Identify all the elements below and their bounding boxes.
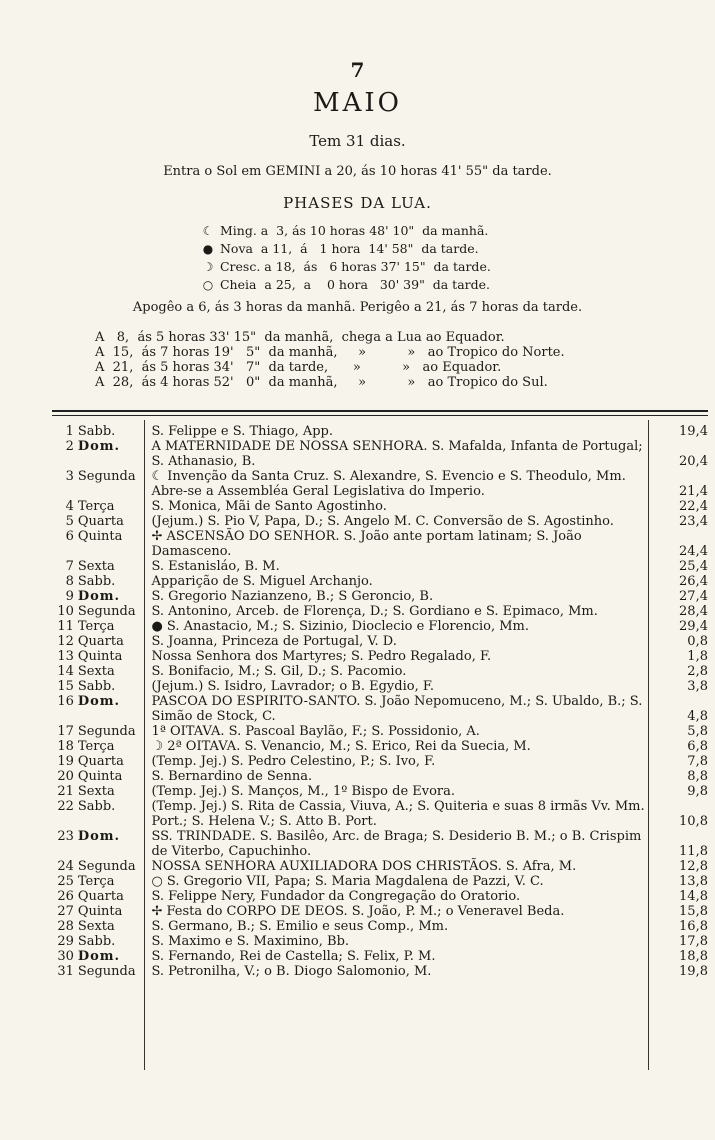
moon-age-value: 18,8 — [679, 949, 708, 964]
moon-age-value: 17,8 — [679, 934, 708, 949]
weekday: Quarta — [77, 634, 124, 649]
moon-age-value: 5,8 — [687, 724, 708, 739]
saints-text: S. Petronilha, V.; o B. Diogo Salomonio, M. — [151, 964, 432, 979]
day-number: 8 — [65, 574, 74, 589]
saints-text: S. Joanna, Princeza de Portugal, V. D. — [151, 634, 397, 649]
moon-age-value: 2,8 — [687, 664, 708, 679]
moon-waning-icon: ☾ — [202, 224, 214, 238]
equator-row: A 28, ás 4 horas 52' 0" da manhã, » » ao Tropico do Sul. — [95, 375, 548, 390]
weekday: Sabb. — [77, 799, 116, 814]
weekday: Terça — [77, 739, 115, 754]
day-number: 26 — [57, 889, 74, 904]
moon-waxing-icon: ☽ — [202, 260, 214, 274]
weekday: Quarta — [77, 754, 124, 769]
double-rule-bottom — [52, 415, 708, 416]
saints-text: S. Fernando, Rei de Castella; S. Felix, P. M. — [151, 949, 436, 964]
moon-phases-list — [200, 222, 600, 294]
weekday: Terça — [77, 874, 115, 889]
saints-text: PASCOA DO ESPIRITO-SANTO. S. João Nepomuceno, M.; S. Ubaldo, B.; S. Simão de Stock, C. — [151, 694, 643, 724]
calendar-row — [52, 649, 708, 664]
saints-text: S. Felippe e S. Thiago, App. — [151, 424, 333, 439]
saints-text: ✢ ASCENSÃO DO SENHOR. S. João ante portam latinam; S. João Damasceno. — [151, 529, 582, 559]
moon-full-icon: ○ — [202, 278, 214, 292]
saints-text: S. Estanisláo, B. M. — [151, 559, 280, 574]
weekday: Sabb. — [77, 574, 116, 589]
weekday: Segunda — [77, 724, 136, 739]
moon-age-value: 7,8 — [687, 754, 708, 769]
moon-age-value: 27,4 — [679, 589, 708, 604]
moon-age-value: 13,8 — [679, 874, 708, 889]
calendar-row — [52, 619, 708, 634]
calendar-table — [52, 424, 708, 979]
moon-age-value: 11,8 — [679, 844, 708, 859]
calendar-row — [52, 529, 708, 559]
calendar-row — [52, 514, 708, 529]
day-number: 9 — [65, 589, 74, 604]
weekday: Dom. — [77, 439, 121, 454]
equator-row: A 15, ás 7 horas 19' 5" da manhã, » » ao Tropico do Norte. — [95, 345, 565, 360]
moon-age-value: 3,8 — [687, 679, 708, 694]
days-count: Tem 31 dias. — [309, 132, 406, 150]
weekday: Segunda — [77, 604, 136, 619]
moon-age-value: 9,8 — [687, 784, 708, 799]
weekday: Quinta — [77, 769, 123, 784]
month-title: MAIO — [313, 88, 402, 118]
weekday: Segunda — [77, 469, 136, 484]
day-number: 3 — [65, 469, 74, 484]
saints-text: S. Gregorio Nazianzeno, B.; S Geroncio, B. — [151, 589, 434, 604]
calendar-row — [52, 424, 708, 439]
moon-age-value: 10,8 — [679, 814, 708, 829]
weekday: Sexta — [77, 784, 115, 799]
equator-row: A 21, ás 5 horas 34' 7" da tarde, » » ao Equador. — [95, 360, 502, 375]
saints-text: (Temp. Jej.) S. Manços, M., 1º Bispo de Evora. — [151, 784, 456, 799]
moon-phase-row: ☽ Cresc. a 18, ás 6 horas 37' 15" da tarde. — [200, 258, 600, 276]
saints-text: SS. TRINDADE. S. Basilêo, Arc. de Braga; S. Desiderio B. M.; o B. Crispim de Viterbo, Capuchinho. — [151, 829, 642, 859]
calendar-row — [52, 964, 708, 979]
day-number: 12 — [57, 634, 74, 649]
day-number: 22 — [57, 799, 74, 814]
weekday: Quinta — [77, 904, 123, 919]
calendar-row — [52, 829, 708, 859]
moon-age-value: 25,4 — [679, 559, 708, 574]
saints-text: (Temp. Jej.) S. Pedro Celestino, P.; S. Ivo, F. — [151, 754, 436, 769]
weekday: Terça — [77, 619, 115, 634]
calendar-row — [52, 919, 708, 934]
weekday: Dom. — [77, 694, 121, 709]
moon-age-value: 19,8 — [679, 964, 708, 979]
weekday: Sabb. — [77, 424, 116, 439]
calendar-row — [52, 694, 708, 724]
saints-text: NOSSA SENHORA AUXILIADORA DOS CHRISTÃOS. S. Afra, M. — [151, 859, 577, 874]
moon-age-value: 1,8 — [687, 649, 708, 664]
apogee-perigee-line: Apogêo a 6, ás 3 horas da manhã. Perigêo a 21, ás 7 horas da tarde. — [132, 300, 583, 315]
equator-list — [95, 330, 655, 390]
moon-phase-row: ○ Cheia a 25, a 0 hora 30' 39" da tarde. — [200, 276, 600, 294]
moon-age-value: 29,4 — [679, 619, 708, 634]
weekday: Sexta — [77, 919, 115, 934]
weekday: Dom. — [77, 829, 121, 844]
day-number: 13 — [57, 649, 74, 664]
day-number: 14 — [57, 664, 74, 679]
moon-age-value: 15,8 — [679, 904, 708, 919]
saints-text: ● S. Anastacio, M.; S. Sizinio, Dioclecio e Florencio, Mm. — [151, 619, 530, 634]
weekday: Dom. — [77, 589, 121, 604]
weekday: Quarta — [77, 889, 124, 904]
moon-age-value: 20,4 — [679, 454, 708, 469]
saints-text: ☽ 2ª OITAVA. S. Venancio, M.; S. Erico, Rei da Suecia, M. — [151, 739, 531, 754]
weekday: Sexta — [77, 664, 115, 679]
moon-age-value: 16,8 — [679, 919, 708, 934]
saints-text: S. Germano, B.; S. Emilio e seus Comp., Mm. — [151, 919, 449, 934]
moon-age-value: 8,8 — [687, 769, 708, 784]
moon-age-value: 14,8 — [679, 889, 708, 904]
calendar-row — [52, 904, 708, 919]
moon-age-value: 6,8 — [687, 739, 708, 754]
day-number: 4 — [65, 499, 74, 514]
equator-row: A 8, ás 5 horas 33' 15" da manhã, chega a Lua ao Equador. — [95, 330, 505, 345]
calendar-row — [52, 574, 708, 589]
weekday: Dom. — [77, 949, 121, 964]
calendar-row — [52, 499, 708, 514]
saints-text: Nossa Senhora dos Martyres; S. Pedro Regalado, F. — [151, 649, 492, 664]
moon-age-value: 4,8 — [687, 709, 708, 724]
saints-text: S. Maximo e S. Maximino, Bb. — [151, 934, 350, 949]
weekday: Terça — [77, 499, 115, 514]
weekday: Quinta — [77, 529, 123, 544]
calendar-row — [52, 469, 708, 499]
day-number: 15 — [57, 679, 74, 694]
day-number: 25 — [57, 874, 74, 889]
day-number: 19 — [57, 754, 74, 769]
moon-age-value: 26,4 — [679, 574, 708, 589]
moon-age-value: 19,4 — [679, 424, 708, 439]
moon-age-value: 22,4 — [679, 499, 708, 514]
day-number: 24 — [57, 859, 74, 874]
day-number: 20 — [57, 769, 74, 784]
calendar-row — [52, 859, 708, 874]
calendar-row — [52, 664, 708, 679]
calendar-row — [52, 604, 708, 619]
weekday: Quinta — [77, 649, 123, 664]
day-number: 7 — [65, 559, 74, 574]
saints-text: (Jejum.) S. Isidro, Lavrador; o B. Egydio, F. — [151, 679, 434, 694]
weekday: Segunda — [77, 859, 136, 874]
weekday: Quarta — [77, 514, 124, 529]
saints-text: S. Bernardino de Senna. — [151, 769, 313, 784]
calendar-row — [52, 724, 708, 739]
calendar-row — [52, 679, 708, 694]
calendar-row — [52, 949, 708, 964]
calendar-row — [52, 439, 708, 469]
calendar-row — [52, 874, 708, 889]
page-number: 7 — [350, 58, 365, 82]
calendar-row — [52, 559, 708, 574]
calendar-row — [52, 889, 708, 904]
weekday: Sabb. — [77, 679, 116, 694]
saints-text: ○ S. Gregorio VII, Papa; S. Maria Magdalena de Pazzi, V. C. — [151, 874, 544, 889]
day-number: 29 — [57, 934, 74, 949]
moon-age-value: 0,8 — [687, 634, 708, 649]
saints-text: S. Felippe Nery, Fundador da Congregação do Oratorio. — [151, 889, 521, 904]
day-number: 27 — [57, 904, 74, 919]
calendar-row — [52, 754, 708, 769]
phases-title: PHASES DA LUA. — [283, 194, 432, 212]
calendar-row — [52, 934, 708, 949]
day-number: 10 — [57, 604, 74, 619]
day-number: 11 — [57, 619, 74, 634]
moon-new-icon: ● — [202, 242, 214, 256]
day-number: 23 — [57, 829, 74, 844]
moon-age-value: 24,4 — [679, 544, 708, 559]
saints-text: S. Antonino, Arceb. de Florença, D.; S. Gordiano e S. Epimaco, Mm. — [151, 604, 598, 619]
day-number: 17 — [57, 724, 74, 739]
day-number: 2 — [65, 439, 74, 454]
day-number: 18 — [57, 739, 74, 754]
double-rule-top — [52, 410, 708, 412]
weekday: Sexta — [77, 559, 115, 574]
day-number: 16 — [57, 694, 74, 709]
moon-age-value: 28,4 — [679, 604, 708, 619]
saints-text: S. Monica, Mãi de Santo Agostinho. — [151, 499, 387, 514]
day-number: 1 — [65, 424, 74, 439]
day-number: 30 — [57, 949, 74, 964]
saints-text: Apparição de S. Miguel Archanjo. — [151, 574, 373, 589]
saints-text: S. Bonifacio, M.; S. Gil, D.; S. Pacomio. — [151, 664, 407, 679]
saints-text: (Jejum.) S. Pio V, Papa, D.; S. Angelo M. C. Conversão de S. Agostinho. — [151, 514, 614, 529]
day-number: 28 — [57, 919, 74, 934]
calendar-row — [52, 634, 708, 649]
saints-text: 1ª OITAVA. S. Pascoal Baylão, F.; S. Possidonio, A. — [151, 724, 480, 739]
saints-text: ☾ Invenção da Santa Cruz. S. Alexandre, S. Evencio e S. Theodulo, Mm. Abre-se a Assembléa Geral Legislativa do Imperio. — [151, 469, 626, 499]
calendar-row — [52, 769, 708, 784]
calendar-row — [52, 784, 708, 799]
weekday: Sabb. — [77, 934, 116, 949]
day-number: 5 — [65, 514, 74, 529]
day-number: 21 — [57, 784, 74, 799]
sun-entry-line: Entra o Sol em GEMINI a 20, ás 10 horas 41' 55" da tarde. — [163, 164, 552, 179]
weekday: Segunda — [77, 964, 136, 979]
saints-text: (Temp. Jej.) S. Rita de Cassia, Viuva, A.; S. Quiteria e suas 8 irmãs Vv. Mm. Port.; S. Helena V.; S. Atto B. Port. — [151, 799, 645, 829]
moon-age-value: 21,4 — [679, 484, 708, 499]
day-number: 31 — [57, 964, 74, 979]
saints-text: A MATERNIDADE DE NOSSA SENHORA. S. Mafalda, Infanta de Portugal; S. Athanasio, B. — [151, 439, 643, 469]
calendar-row — [52, 589, 708, 604]
day-number: 6 — [65, 529, 74, 544]
calendar-row — [52, 739, 708, 754]
saints-text: ✢ Festa do CORPO DE DEOS. S. João, P. M.; o Veneravel Beda. — [151, 904, 565, 919]
calendar-row — [52, 799, 708, 829]
moon-phase-row: ● Nova a 11, á 1 hora 14' 58" da tarde. — [200, 240, 600, 258]
moon-age-value: 23,4 — [679, 514, 708, 529]
moon-phase-row: ☾ Ming. a 3, ás 10 horas 48' 10" da manhã. — [200, 222, 600, 240]
moon-age-value: 12,8 — [679, 859, 708, 874]
